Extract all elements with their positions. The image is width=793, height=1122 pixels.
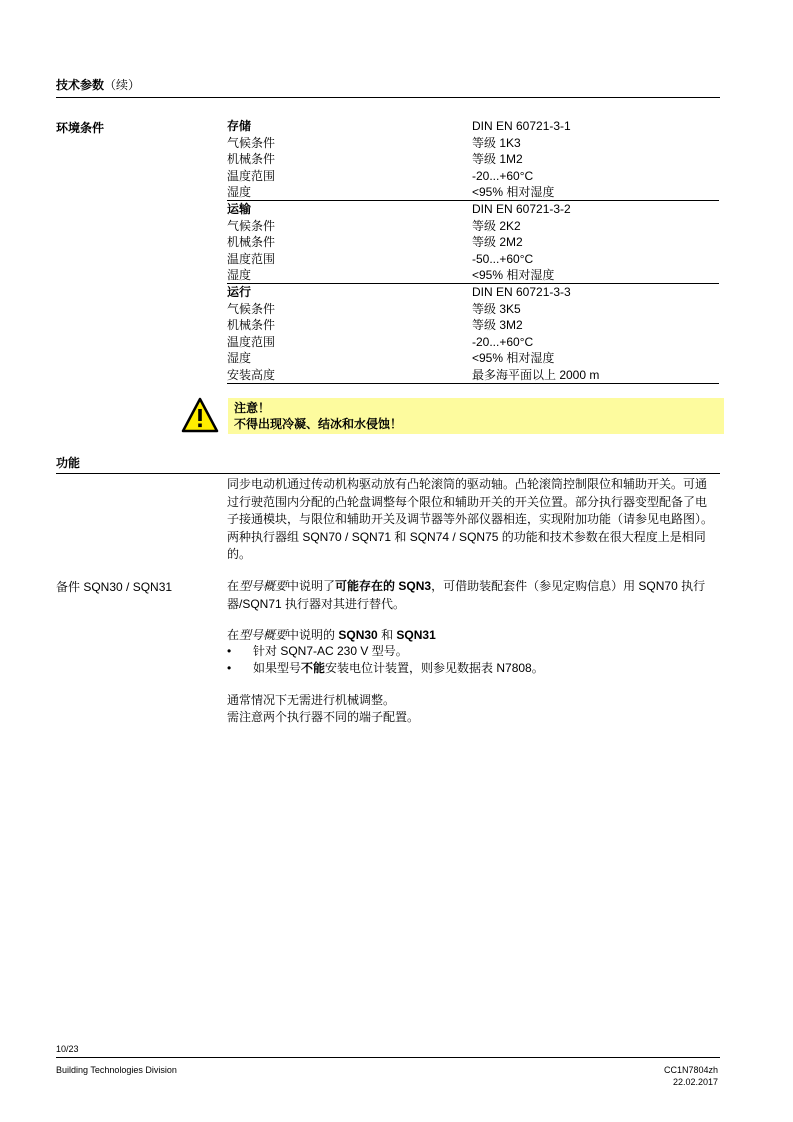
env-row xyxy=(227,317,719,334)
env-row-name: 机械条件 xyxy=(227,318,276,333)
env-row-value: 等级 1K3 xyxy=(472,135,521,150)
warning-icon xyxy=(181,397,219,433)
env-row-value: 等级 2M2 xyxy=(472,235,523,250)
type-overview-ref: 型号概要 xyxy=(239,579,288,593)
env-group-title: 运行 xyxy=(227,285,252,299)
bullet-text: 如果型号 xyxy=(253,661,302,675)
env-row xyxy=(227,135,719,152)
bullet-item xyxy=(227,643,408,660)
warning-box xyxy=(228,398,724,434)
env-row-value: 等级 3K5 xyxy=(472,301,521,316)
env-row-name: 湿度 xyxy=(227,185,252,200)
env-row-name: 温度范围 xyxy=(227,168,276,183)
note-line-1: 通常情况下无需进行机械调整。 xyxy=(227,693,396,707)
footer-rule xyxy=(56,1057,720,1058)
env-row-name: 温度范围 xyxy=(227,334,276,349)
env-row-name: 湿度 xyxy=(227,268,252,283)
env-row-value: <95% 相对湿度 xyxy=(472,268,555,283)
env-group-header xyxy=(227,201,719,218)
env-row-altitude xyxy=(227,367,719,384)
env-group-standard: DIN EN 60721-3-3 xyxy=(472,285,571,299)
sqn3-emphasis: 可能存在的 SQN3 xyxy=(335,579,432,593)
env-row-value: 等级 1M2 xyxy=(472,152,523,167)
spare-section-label: 备件 SQN30 / SQN31 xyxy=(56,580,173,594)
sqn31-emphasis: SQN31 xyxy=(396,628,436,642)
bullet-text: 针对 SQN7-AC 230 V 型号。 xyxy=(253,644,408,658)
env-row xyxy=(227,168,719,185)
bullet-dot-icon: • xyxy=(227,644,232,658)
text-span: 和 xyxy=(377,628,397,642)
page-header xyxy=(56,77,140,94)
footer-company: Building Technologies Division xyxy=(56,1065,177,1075)
env-table-bottom-rule xyxy=(227,383,719,384)
env-row xyxy=(227,151,719,168)
env-group-standard: DIN EN 60721-3-2 xyxy=(472,202,571,216)
env-row xyxy=(227,350,719,367)
header-rule xyxy=(56,97,720,98)
bullet-dot-icon: • xyxy=(227,661,232,675)
env-row-value: 等级 3M2 xyxy=(472,318,523,333)
env-row-name: 安装高度 xyxy=(227,368,276,382)
text-span: 在 xyxy=(227,579,240,593)
spare-paragraph-2 xyxy=(227,627,717,645)
env-row xyxy=(227,301,719,318)
note-line-2: 需注意两个执行器不同的端子配置。 xyxy=(227,710,420,724)
env-group-header xyxy=(227,118,719,135)
env-group-title: 运输 xyxy=(227,202,252,216)
env-row xyxy=(227,184,719,201)
env-section-label: 环境条件 xyxy=(56,121,105,135)
page-number: 10/23 xyxy=(56,1044,79,1054)
function-rule xyxy=(56,473,720,474)
env-group-title: 存储 xyxy=(227,119,252,133)
bullet-text: 安装电位计装置，则参见数据表 N7808。 xyxy=(325,661,544,675)
env-group-header xyxy=(227,284,719,301)
env-row-value: -50...+60°C xyxy=(472,251,534,266)
env-row xyxy=(227,267,719,284)
footer-doc-id: CC1N7804zh xyxy=(663,1065,718,1075)
env-row-name: 气候条件 xyxy=(227,218,276,233)
env-row-name: 气候条件 xyxy=(227,135,276,150)
warning-text: 不得出现冷凝、结冰和水侵蚀！ xyxy=(234,417,403,431)
env-row xyxy=(227,251,719,268)
sqn30-emphasis: SQN30 xyxy=(338,628,378,642)
env-row xyxy=(227,334,719,351)
env-row-value: 最多海平面以上 2000 m xyxy=(472,368,600,382)
spare-paragraph-1 xyxy=(227,578,717,613)
bullet-item xyxy=(227,660,544,677)
env-row-value: <95% 相对湿度 xyxy=(472,185,555,200)
type-overview-ref: 型号概要 xyxy=(239,628,288,642)
env-row-value: 等级 2K2 xyxy=(472,218,521,233)
env-group-standard: DIN EN 60721-3-1 xyxy=(472,119,571,133)
env-row xyxy=(227,218,719,235)
text-span: ，可借助装配套件（参见定购信息）用 SQN70 执行器/SQN71 执行器对其进行替代。 xyxy=(227,579,706,611)
env-row-name: 机械条件 xyxy=(227,152,276,167)
env-row xyxy=(227,234,719,251)
env-row-name: 机械条件 xyxy=(227,235,276,250)
text-span: 中说明了 xyxy=(287,579,336,593)
page-title: 技术参数 xyxy=(56,78,105,92)
env-row-name: 温度范围 xyxy=(227,251,276,266)
env-row-value: <95% 相对湿度 xyxy=(472,351,555,366)
cannot-emphasis: 不能 xyxy=(301,661,326,675)
env-row-value: -20...+60°C xyxy=(472,334,534,349)
env-row-name: 气候条件 xyxy=(227,301,276,316)
page-subtitle: （续） xyxy=(104,78,141,92)
env-row-value: -20...+60°C xyxy=(472,168,534,183)
env-row-name: 湿度 xyxy=(227,351,252,366)
function-section-label: 功能 xyxy=(56,456,81,470)
text-span: 在 xyxy=(227,628,240,642)
footer-date: 22.02.2017 xyxy=(672,1077,718,1087)
function-paragraph: 同步电动机通过传动机构驱动放有凸轮滚筒的驱动轴。凸轮滚筒控制限位和辅助开关。可通过行驶范围内分配的凸轮盘调整每个限位和辅助开关的开关位置。部分执行器变型配备了电子接通模块，与限位和辅助开关及调节器等外部仪器相连，实现附加功能（请参见电路图）。两种执行器组 SQN70 / SQN71 和 SQN74 / SQN75 的功能和技术参数在很大程度上是相同的。 xyxy=(227,477,714,562)
warning-title: 注意！ xyxy=(234,401,271,415)
text-span: 中说明的 xyxy=(287,628,339,642)
